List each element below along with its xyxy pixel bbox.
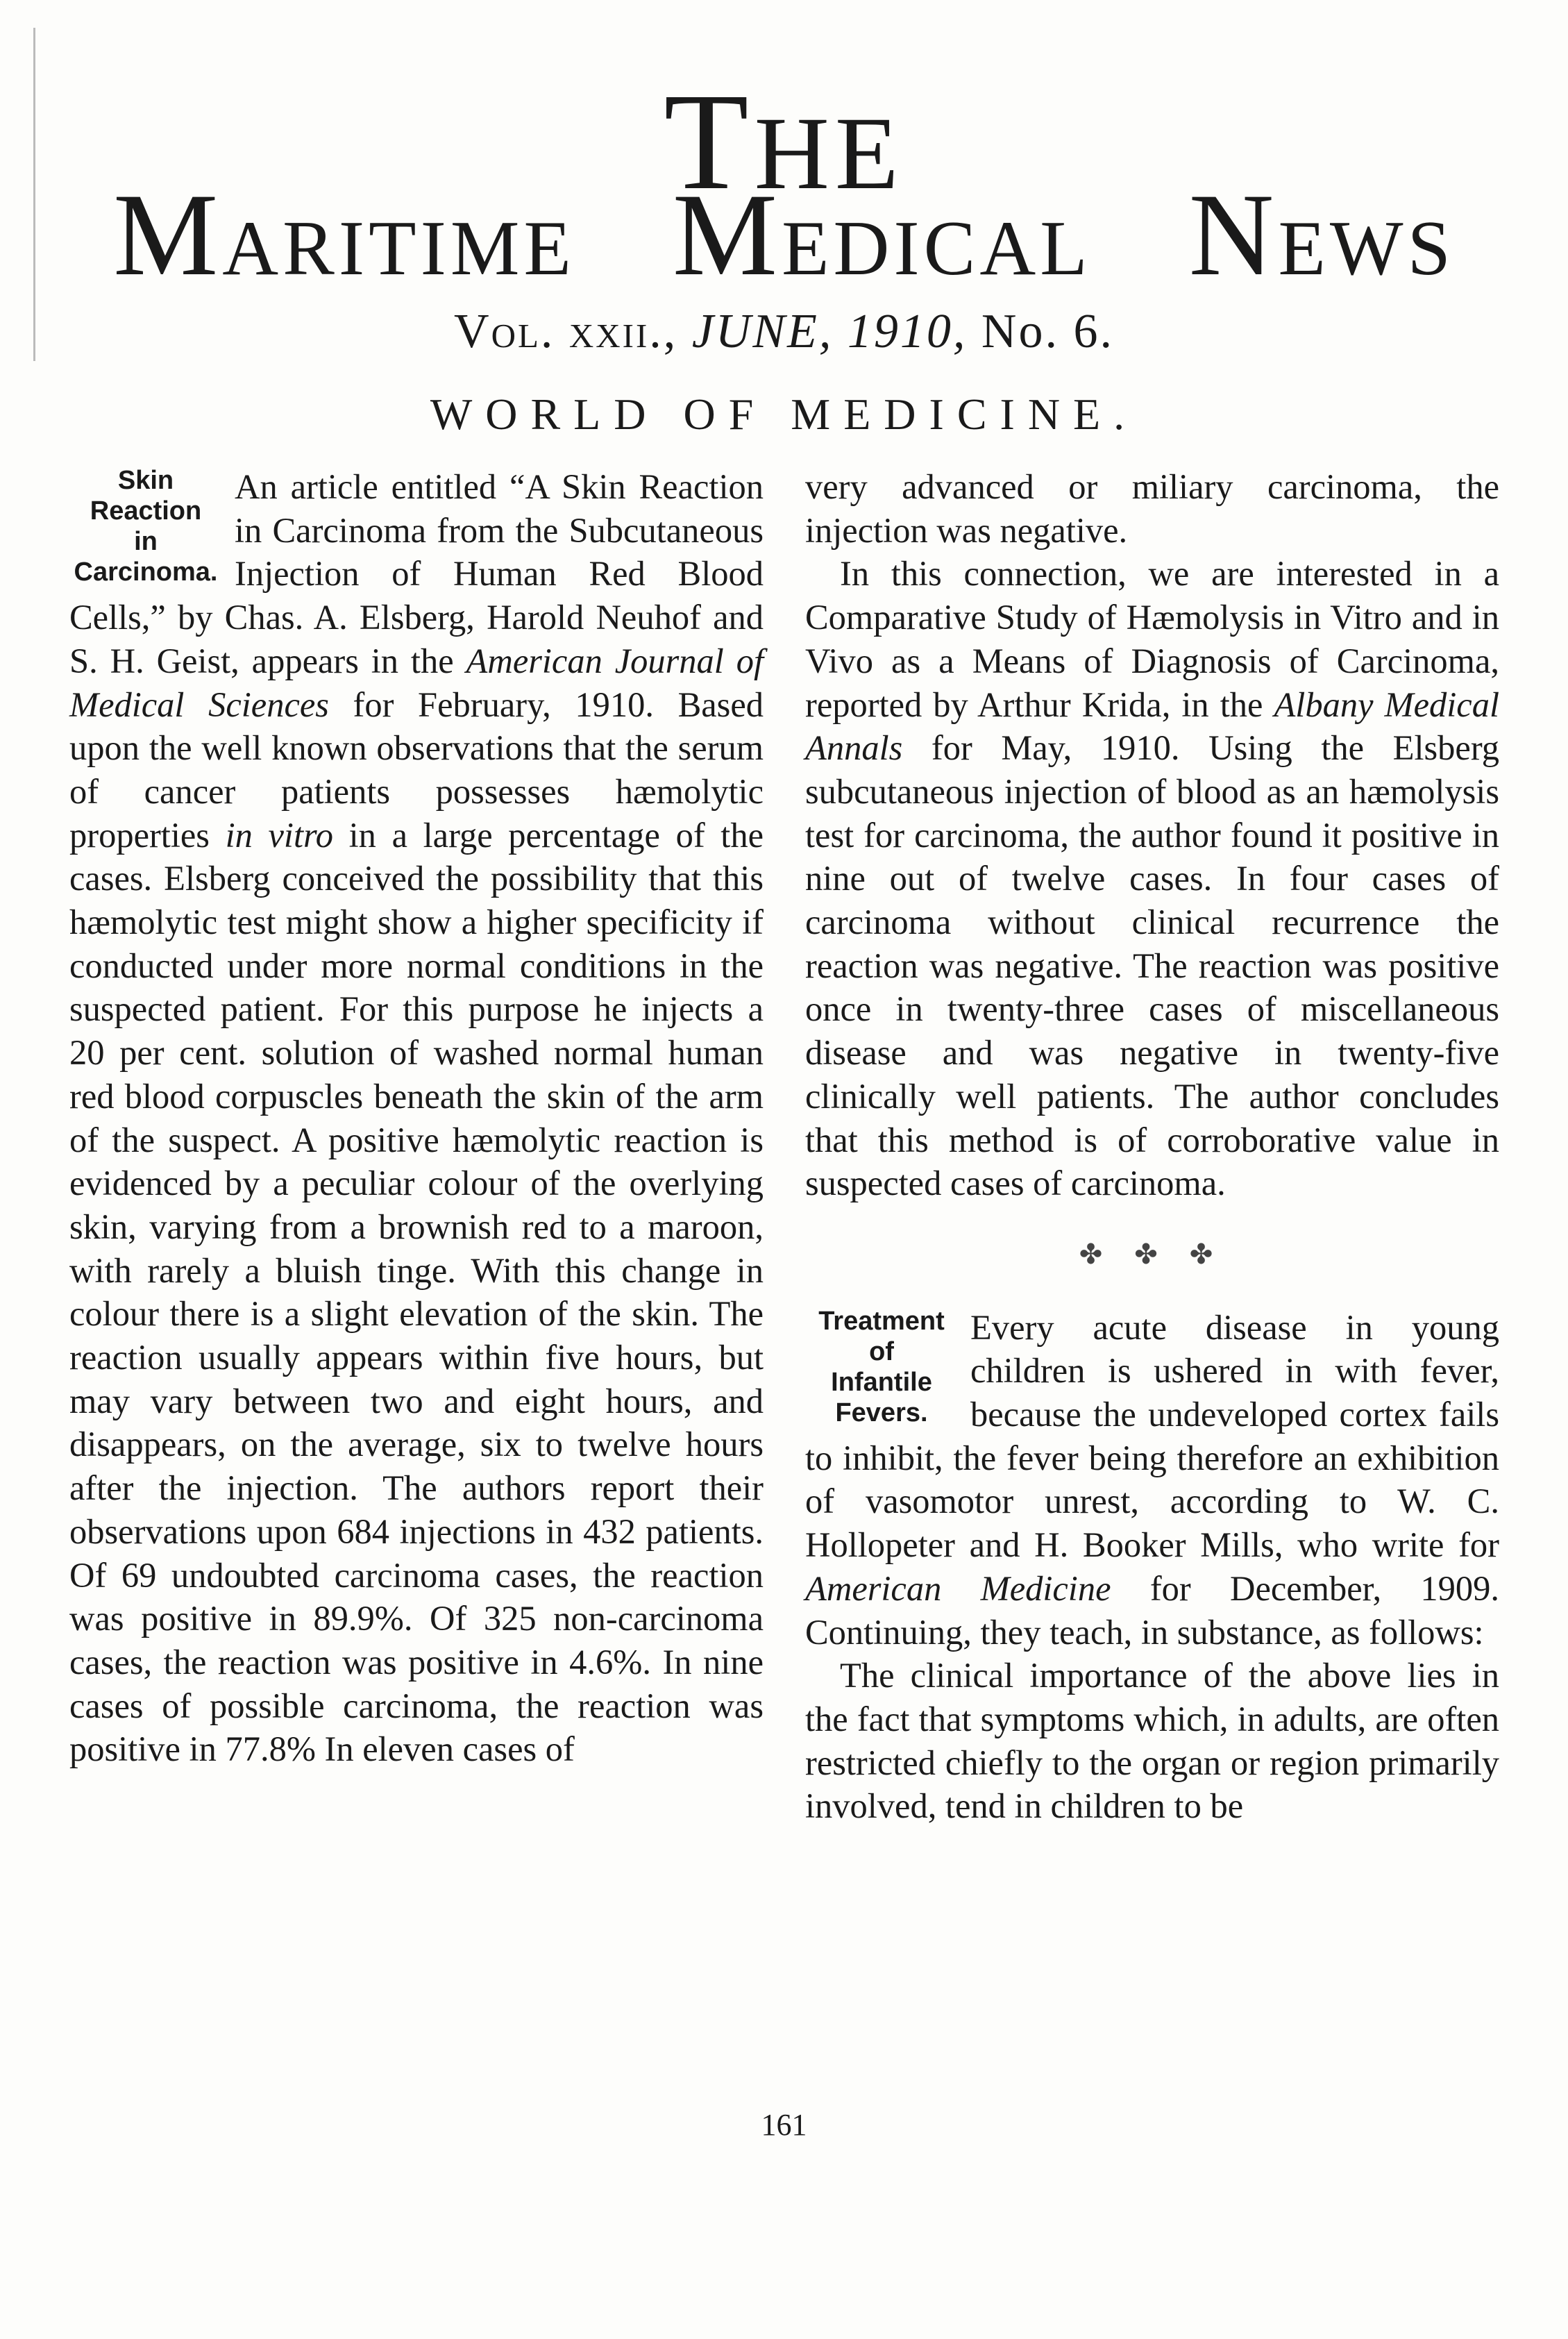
issue-volume: Vol. xxii., [454,305,678,358]
journal-title-albany: Albany Medical Annals [805,685,1499,768]
side-heading-infantile-fevers: Treatment of Infantile Fevers. [818,1306,945,1427]
section-title: WORLD OF MEDICINE. [430,389,1138,439]
issue-number: No. 6. [981,305,1114,358]
issue-line [0,304,1568,360]
right-column [805,465,1499,1828]
article-infantile-fevers-paragraph: Every acute disease in young children is ushered in with fever, because the undeveloped cortex fails to inhibit, the fever being therefore an exhibition of vasomotor unrest, according to W. C. Hollopeter and H. Booker Mills, who write for American Medicine for December, 1909. Continuing, they teach, in substance, as follows: [805,1307,1500,1652]
article-haemolysis-paragraph: In this connection, we are interested in a Comparative Study of Hæmolysis in Vitro and in Vivo as a Means of Diagnosis of Carcinoma, reported by Arthur Krida, in the Albany Medical Annals for May, 1910. Using the Elsberg subcutaneous injection of blood as an hæmolysis test for carcinoma, the author found it positive in nine out of twelve cases. In four cases of carcinoma without clinical recurrence the reaction was negative. The reaction was positive once in twenty-three cases of miscellaneous disease and was negative in twenty-five clinically well patients. The author concludes that this method is of corroborative value in suspected cases of carcinoma. [805,554,1499,1203]
in-vitro-term: in vitro [225,815,334,855]
article-infantile-fevers-paragraph-2: The clinical importance of the above lies in the fact that symptoms which, in adults, are often restricted chiefly to the organ or region primarily involved, tend in children to be [805,1656,1499,1826]
article-skin-reaction-paragraph: An article entitled “A Skin Reaction in Carcinoma from the Subcutaneous Injection of Human Red Blood Cells,” by Chas. A. Elsberg, Harold Neuhof and S. H. Geist, appears in the American Journal of Medical Sciences for February, 1910. Based upon the well known observations that the serum of cancer patients possesses hæmolytic properties in vitro in a large percentage of the cases. Elsberg conceived the possibility that this hæmolytic test might show a higher specificity if conducted under more normal conditions in the suspected patient. For this purpose he injects a 20 per cent. solution of washed normal human red blood corpuscles beneath the skin of the arm of the suspect. A positive hæmolytic reaction is evidenced by a peculiar colour of the overlying skin, varying from a brownish red to a maroon, with rarely a bluish tinge. With this change in colour there is a slight elevation of the skin. The reaction usually appears within five hours, but may vary between two and eight hours, and disappears, on the average, six to twelve hours after the injection. The authors report their observations upon 684 injections in 432 patients. Of 69 undoubted carcinoma cases, the reaction was positive in 89.9%. Of 325 non-carcinoma cases, the reaction was positive in 4.6%. In nine cases of possible carcinoma, the reaction was positive in 77.8% In eleven cases of [69,467,764,1769]
masthead-word-news: NEWS [1188,169,1455,300]
left-column [69,465,764,1771]
masthead-word-maritime: MARITIME [113,169,575,300]
journal-title-american-medicine: American Medicine [805,1568,1111,1608]
journal-title-american-journal: American Journal of Medical Sciences [69,641,764,724]
section-separator: ✤ ✤ ✤ [1079,1238,1226,1270]
masthead-word-medical: MEDICAL [672,169,1092,300]
issue-date: JUNE, 1910, [691,305,968,358]
side-heading-skin-reaction: Skin Reaction in Carcinoma. [74,466,218,587]
article-skin-reaction-continuation: very advanced or miliary carcinoma, the injection was negative. [805,467,1499,550]
masthead-title [0,170,1568,300]
page-number: 161 [761,2108,807,2142]
masthead-the: THE [664,65,904,219]
